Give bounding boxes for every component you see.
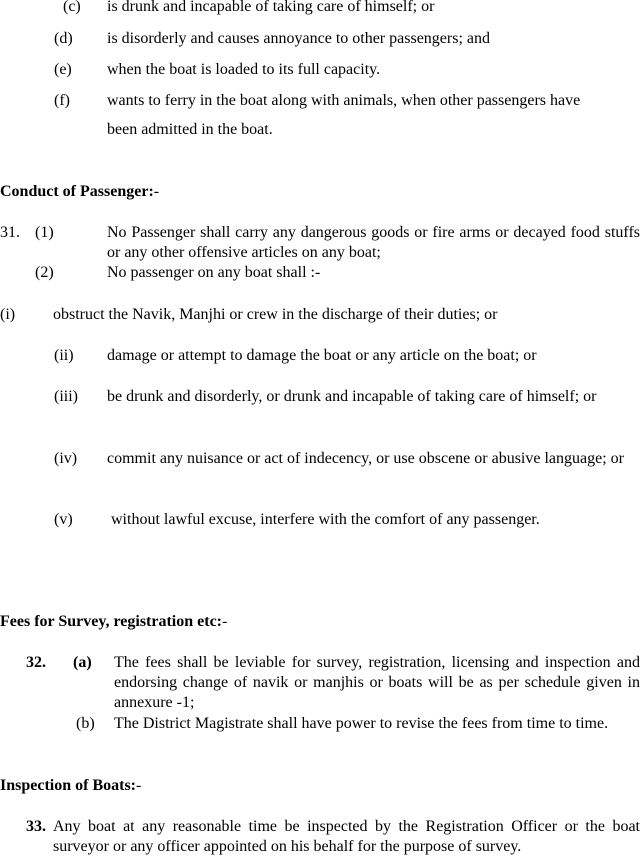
item-iii-text: be drunk and disorderly, or drunk and incapable of taking care of himself; or — [107, 388, 597, 405]
clause-e-number: (e) — [54, 61, 72, 78]
clause-f-text-continued: been admitted in the boat. — [107, 121, 273, 138]
rule-32-a-number: (a) — [73, 654, 92, 671]
clause-e-text: when the boat is loaded to its full capacity. — [107, 61, 381, 78]
clause-c-text: is drunk and incapable of taking care of himself; or — [107, 0, 435, 15]
fees-heading — [0, 612, 227, 632]
fees-heading-suffix: - — [222, 613, 228, 630]
rule-32-b-number: (b) — [76, 715, 95, 732]
item-ii-text: damage or attempt to damage the boat or any article on the boat; or — [107, 347, 537, 364]
item-iii-number: (iii) — [54, 388, 78, 405]
rule-31-sub2-text: No passenger on any boat shall :- — [107, 264, 321, 281]
clause-d-text: is disorderly and causes annoyance to other passengers; and — [107, 30, 490, 47]
rule-31-sub1-number: (1) — [35, 224, 54, 241]
rule-31-number: 31. — [0, 224, 20, 241]
item-i-text: obstruct the Navik, Manjhi or crew in the discharge of their duties; or — [53, 306, 498, 323]
conduct-heading-suffix: - — [153, 183, 160, 200]
rule-31-sub2-number: (2) — [35, 264, 54, 281]
rule-33-number: 33. — [26, 818, 46, 835]
rule-32-a-text: The fees shall be leviable for survey, registration, licensing and inspection and endorsing change of navik or manjhis or boats will be as per schedule given in annexure -1; — [114, 654, 640, 711]
item-iv-number: (iv) — [54, 450, 78, 467]
clause-f-number: (f) — [54, 92, 70, 109]
item-iv-text: commit any nuisance or act of indecency, or use obscene or abusive language; or — [107, 450, 624, 467]
rule-32-number: 32. — [26, 654, 46, 671]
inspection-heading-text: Inspection of Boats: — [0, 777, 137, 794]
inspection-heading-suffix: - — [136, 777, 142, 794]
rule-33-text: Any boat at any reasonable time be inspected by the Registration Officer or the boat surveyor or any officer appointed on his behalf for the purpose of survey. — [53, 818, 640, 855]
clause-c-number: (c) — [63, 0, 81, 15]
conduct-heading — [0, 182, 159, 202]
inspection-heading — [0, 776, 141, 796]
conduct-heading-text: Conduct of Passenger: — [0, 183, 154, 200]
rule-31-sub1-text: No Passenger shall carry any dangerous goods or fire arms or decayed food stuffs or any other offensive articles on any boat; — [107, 224, 640, 261]
item-ii-number: (ii) — [54, 347, 74, 364]
item-i-number: (i) — [0, 306, 16, 323]
clause-d-number: (d) — [54, 30, 73, 47]
clause-f-text: wants to ferry in the boat along with animals, when other passengers have — [107, 92, 581, 109]
item-v-number: (v) — [54, 511, 73, 528]
rule-32-b-text: The District Magistrate shall have power to revise the fees from time to time. — [114, 715, 609, 732]
item-v-text: without lawful excuse, interfere with the comfort of any passenger. — [111, 511, 540, 528]
fees-heading-text: Fees for Survey, registration etc: — [0, 613, 223, 630]
